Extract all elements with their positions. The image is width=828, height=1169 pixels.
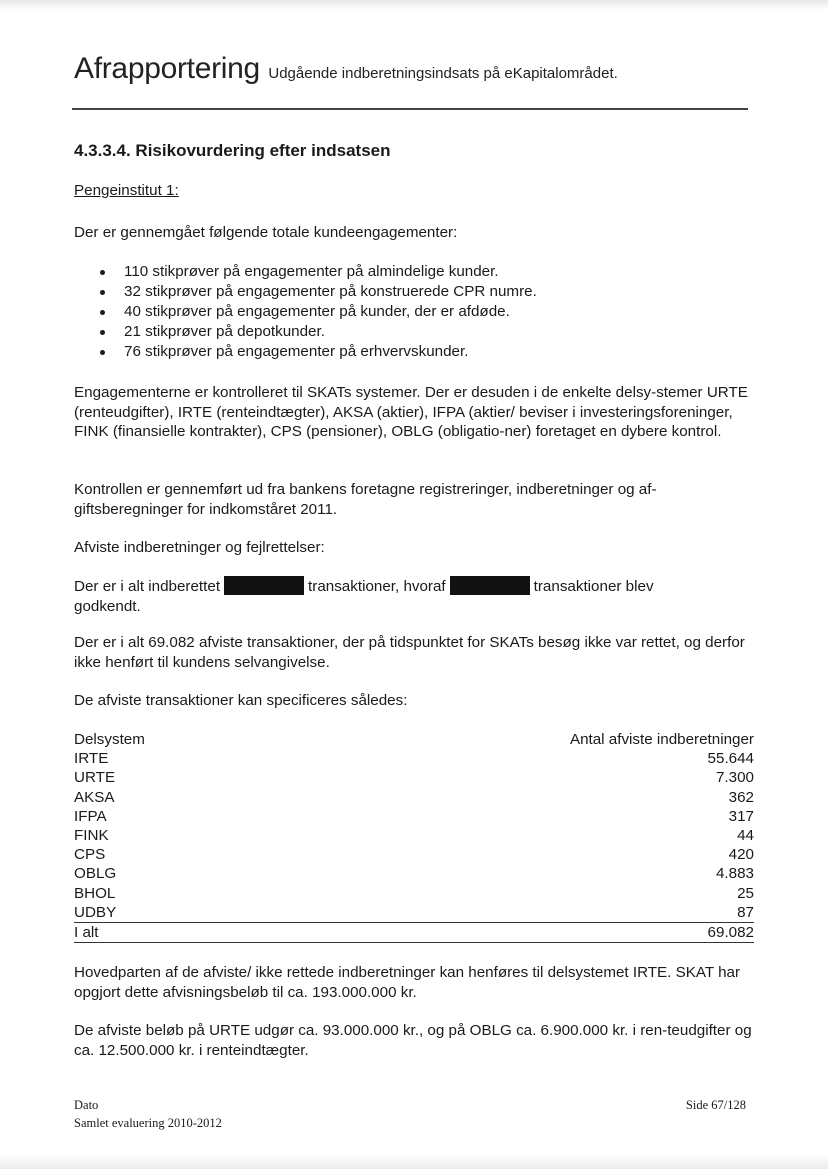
reported-paragraph (74, 576, 754, 616)
redaction-bar (450, 576, 530, 595)
page-header (74, 52, 754, 86)
row-system: URTE (74, 769, 116, 787)
table-row (74, 884, 754, 903)
systems-paragraph: Engagementerne er kontrolleret til SKATs systemer. Der er desuden i de enkelte delsy-stemer URTE (renteudgifter), IRTE (renteindtægter), AKSA (aktier), IFPA (aktier/ beviser i investeringsforeninger, FINK (finansielle kontrakter), CPS (pensioner), OBLG (obligatio-ner) foretaget en dybere kontrol. (74, 384, 748, 440)
row-system: CPS (74, 846, 106, 864)
rejected-heading: Afviste indberetninger og fejlrettelser: (74, 539, 325, 556)
row-count: 87 (737, 903, 754, 921)
table-header-system: Delsystem (74, 731, 145, 748)
intro-text: Der er gennemgået følgende totale kundeengagementer: (74, 224, 458, 241)
row-system: FINK (74, 826, 109, 844)
total-label: I alt (74, 923, 99, 941)
list-item: 32 stikprøver på engagementer på konstruerede CPR numre. (92, 282, 732, 302)
row-system: AKSA (74, 788, 115, 806)
header-divider (72, 108, 748, 110)
table-row (74, 845, 754, 864)
header-title: Afrapportering (74, 52, 260, 85)
row-system: IRTE (74, 750, 109, 768)
table-row (74, 749, 754, 768)
control-paragraph: Kontrollen er gennemført ud fra bankens foretagne registreringer, indberetninger og af-giftsberegninger for indkomståret 2011. (74, 481, 657, 518)
row-count: 44 (737, 826, 754, 844)
scan-edge-top (0, 0, 828, 10)
reported-text-2: transaktioner, hvoraf (308, 578, 446, 595)
table-row (74, 826, 754, 845)
row-count: 317 (728, 807, 754, 825)
row-count: 420 (728, 846, 754, 864)
amounts-paragraph: De afviste beløb på URTE udgør ca. 93.000.000 kr., og på OBLG ca. 6.900.000 kr. i ren-teudgifter og ca. 12.500.000 kr. i renteindtægter. (74, 1022, 752, 1059)
section-heading: 4.3.3.4. Risikovurdering efter indsatsen (74, 141, 391, 160)
table-row (74, 903, 754, 922)
rejected-paragraph: Der er i alt 69.082 afviste transaktioner, der på tidspunktet for SKATs besøg ikke var rettet, og derfor ikke henført til kundens selvangivelse. (74, 634, 745, 671)
reported-text-1: Der er i alt indberettet (74, 578, 221, 595)
sample-list (92, 262, 732, 362)
list-item: 110 stikprøver på engagementer på almindelige kunder. (92, 262, 732, 282)
row-count: 7.300 (715, 769, 754, 787)
table-header-count: Antal afviste indberetninger (569, 731, 754, 748)
table-row (74, 807, 754, 826)
row-count: 4.883 (715, 865, 754, 883)
footer-left (74, 1096, 222, 1132)
footer-evaluation: Samlet evaluering 2010-2012 (74, 1116, 222, 1130)
list-item: 40 stikprøver på engagementer på kunder, der er afdøde. (92, 302, 732, 322)
main-paragraph: Hovedparten af de afviste/ ikke rettede indberetninger kan henføres til delsystemet IRTE. SKAT har opgjort dette afvisningsbeløb til ca. 193.000.000 kr. (74, 964, 741, 1001)
specify-paragraph: De afviste transaktioner kan specificeres således: (74, 692, 408, 709)
table-header (74, 730, 754, 749)
table-row (74, 864, 754, 883)
institute-label: Pengeinstitut 1: (74, 182, 179, 199)
row-system: IFPA (74, 807, 107, 825)
row-count: 55.644 (707, 750, 754, 768)
footer-date-label: Dato (74, 1098, 99, 1112)
list-item: 21 stikprøver på depotkunder. (92, 322, 732, 342)
redaction-bar (224, 576, 304, 595)
reported-text-3: transaktioner blev (533, 578, 654, 595)
total-count: 69.082 (707, 923, 754, 941)
table-row (74, 788, 754, 807)
row-count: 362 (728, 788, 754, 806)
reported-text-4: godkendt. (74, 597, 141, 615)
page-number: Side 67/128 (685, 1098, 746, 1112)
table-row (74, 768, 754, 787)
header-subtitle: Udgående indberetningsindsats på eKapitalområdet. (268, 65, 618, 82)
row-system: OBLG (74, 865, 117, 883)
row-system: BHOL (74, 884, 116, 902)
rejected-table (74, 730, 754, 943)
row-count: 25 (737, 884, 754, 902)
row-system: UDBY (74, 903, 117, 921)
scan-edge-bottom (0, 1153, 828, 1169)
table-total-row (74, 922, 754, 943)
list-item: 76 stikprøver på engagementer på erhvervskunder. (92, 342, 732, 362)
